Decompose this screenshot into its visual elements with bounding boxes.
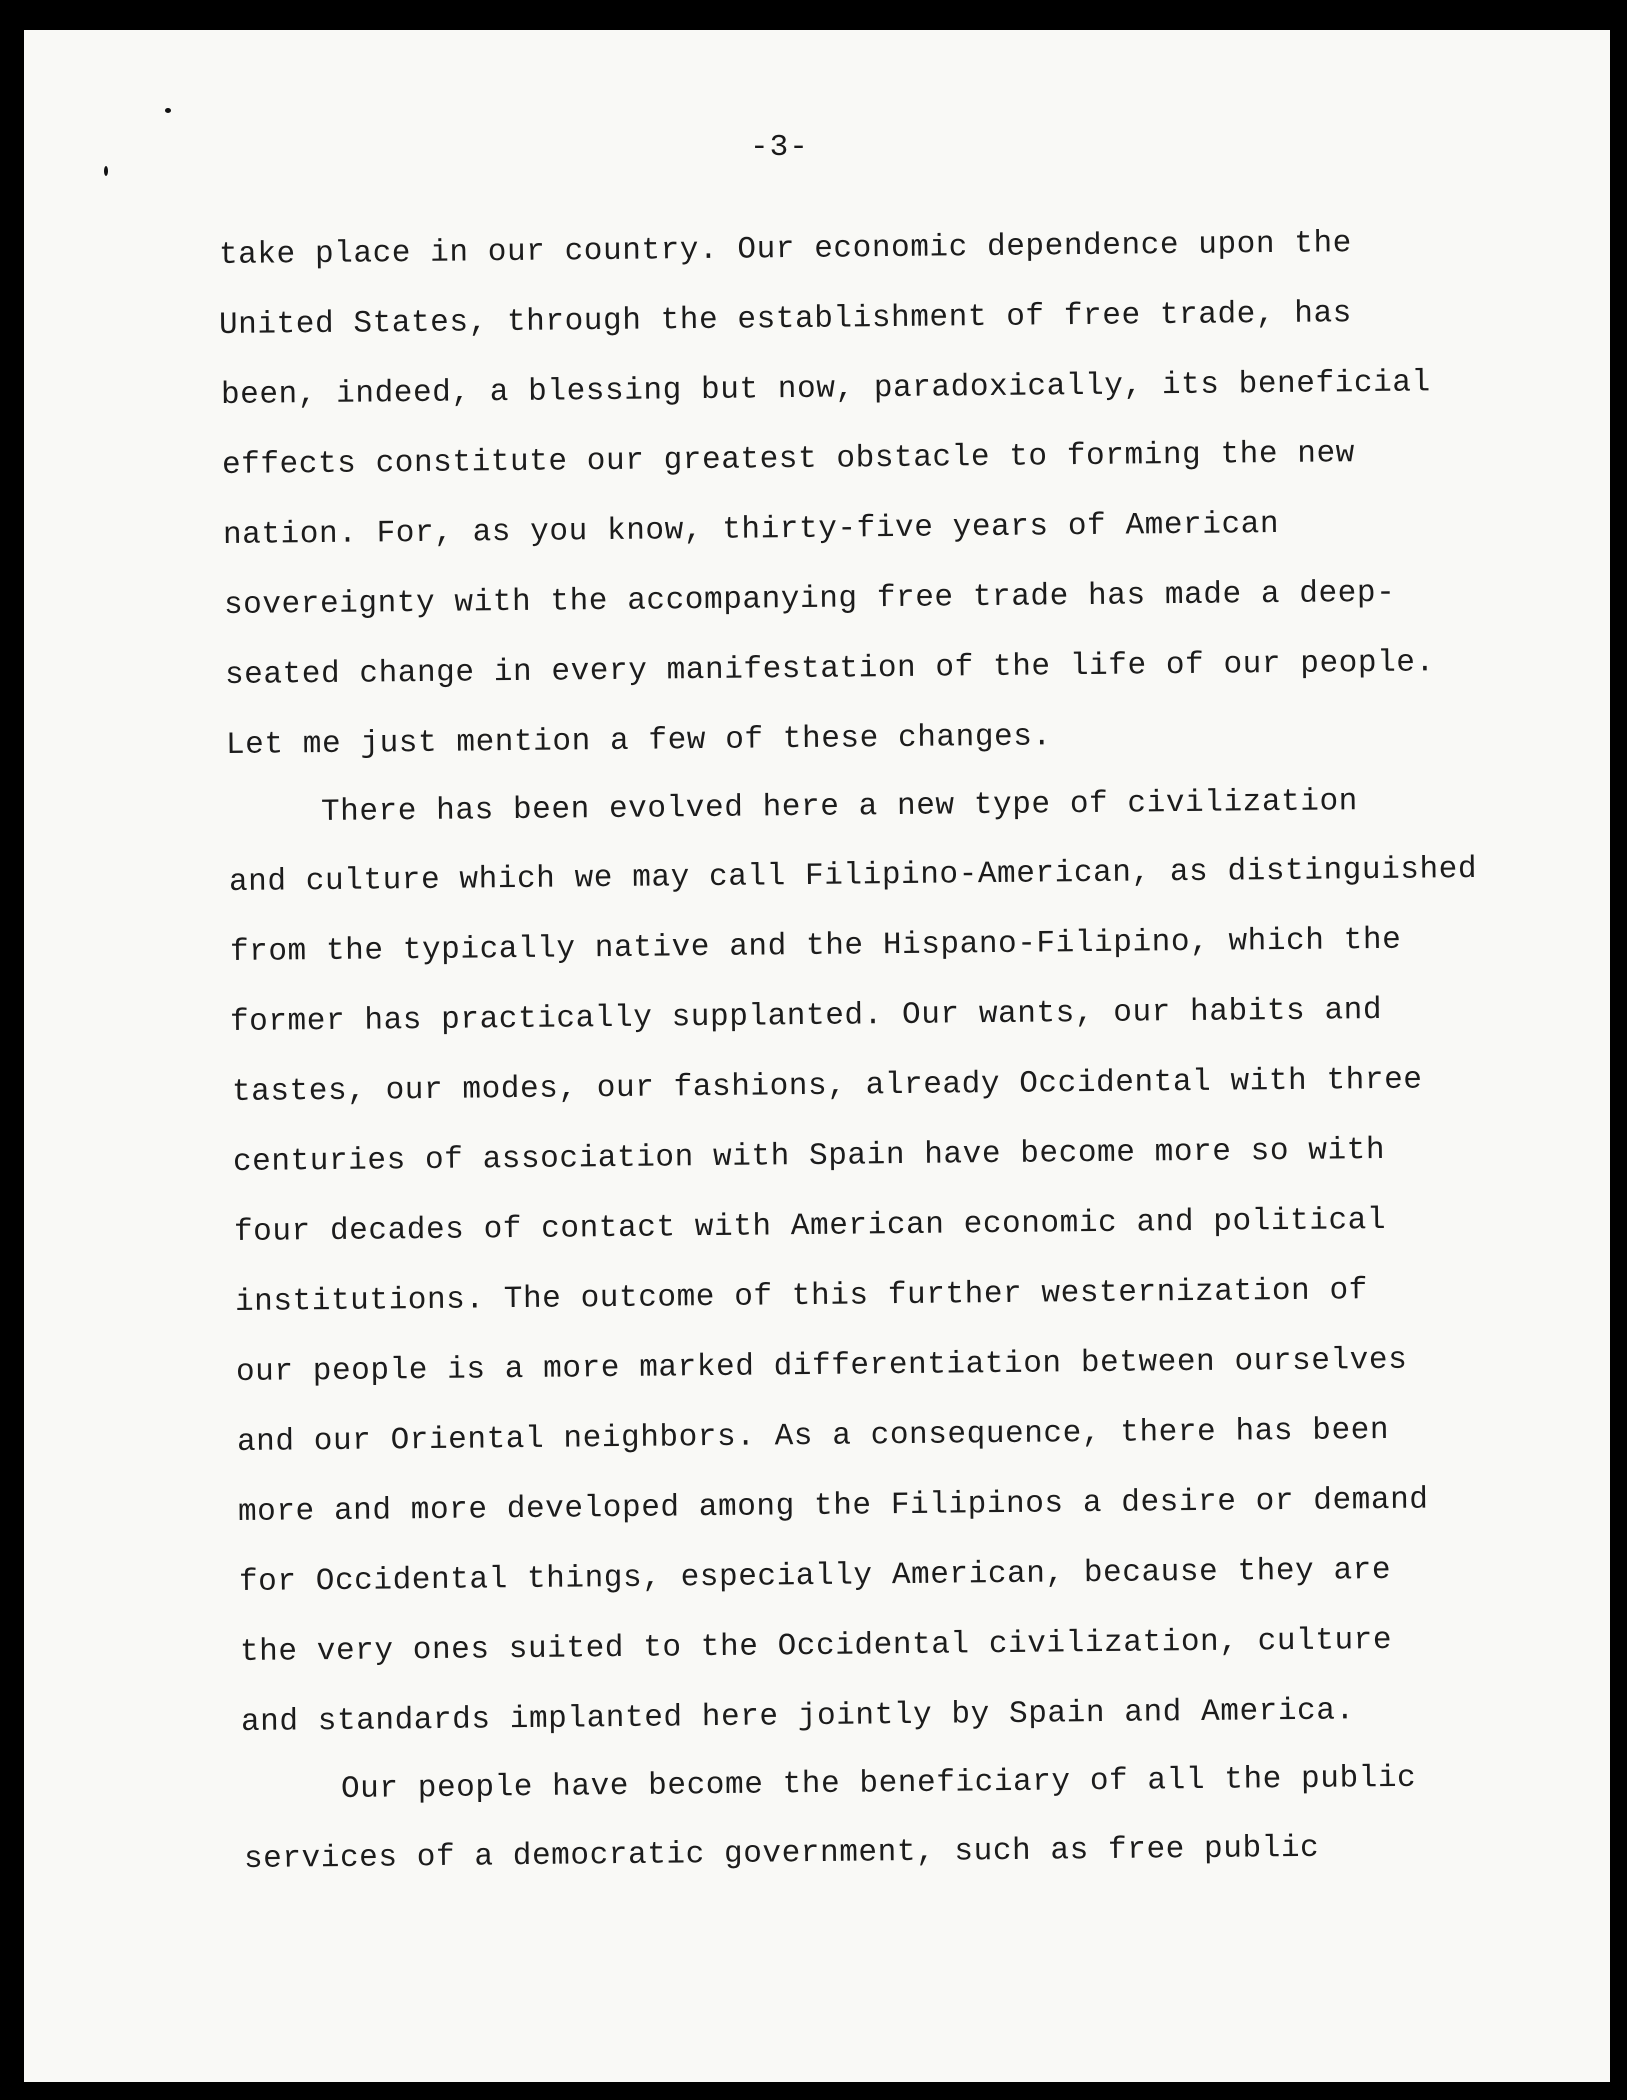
- text-line: been, indeed, a blessing but now, paradoxically, its beneficial: [220, 365, 1431, 413]
- text-line: seated change in every manifestation of the life of our people.: [224, 645, 1435, 693]
- text-line: Let me just mention a few of these changes.: [225, 719, 1052, 763]
- text-line: Our people have become the beneficiary of all the public: [340, 1760, 1417, 1807]
- text-line: four decades of contact with American economic and political: [233, 1202, 1387, 1250]
- body-text: [24, 30, 1610, 2082]
- text-line: services of a democratic government, such as free public: [243, 1830, 1320, 1877]
- text-line: former has practically supplanted. Our wants, our habits and: [229, 992, 1383, 1040]
- text-line: the very ones suited to the Occidental civilization, culture: [239, 1622, 1393, 1670]
- text-line: more and more developed among the Filipinos a desire or demand: [237, 1482, 1429, 1530]
- text-line: centuries of association with Spain have become more so with: [232, 1132, 1386, 1180]
- text-line: take place in our country. Our economic dependence upon the: [218, 226, 1353, 273]
- text-line: and culture which we may call Filipino-American, as distinguished: [228, 851, 1478, 900]
- text-line: for Occidental things, especially American, because they are: [238, 1552, 1392, 1600]
- typewritten-page: [24, 30, 1610, 2082]
- text-line: our people is a more marked differentiation between ourselves: [235, 1342, 1408, 1390]
- text-line: sovereignty with the accompanying free trade has made a deep-: [223, 575, 1396, 623]
- text-line: tastes, our modes, our fashions, already Occidental with three: [231, 1062, 1423, 1110]
- text-line: from the typically native and the Hispano-Filipino, which the: [229, 922, 1402, 970]
- text-line: nation. For, as you know, thirty-five years of American: [222, 506, 1280, 553]
- text-line: There has been evolved here a new type of civilization: [320, 784, 1359, 830]
- text-line: and standards implanted here jointly by Spain and America.: [240, 1693, 1355, 1740]
- page-number: -3-: [750, 130, 809, 165]
- text-line: United States, through the establishment of free trade, has: [218, 296, 1353, 343]
- text-line: effects constitute our greatest obstacle to forming the new: [221, 436, 1356, 483]
- text-line: institutions. The outcome of this further westernization of: [234, 1273, 1369, 1320]
- text-line: and our Oriental neighbors. As a consequence, there has been: [236, 1412, 1390, 1460]
